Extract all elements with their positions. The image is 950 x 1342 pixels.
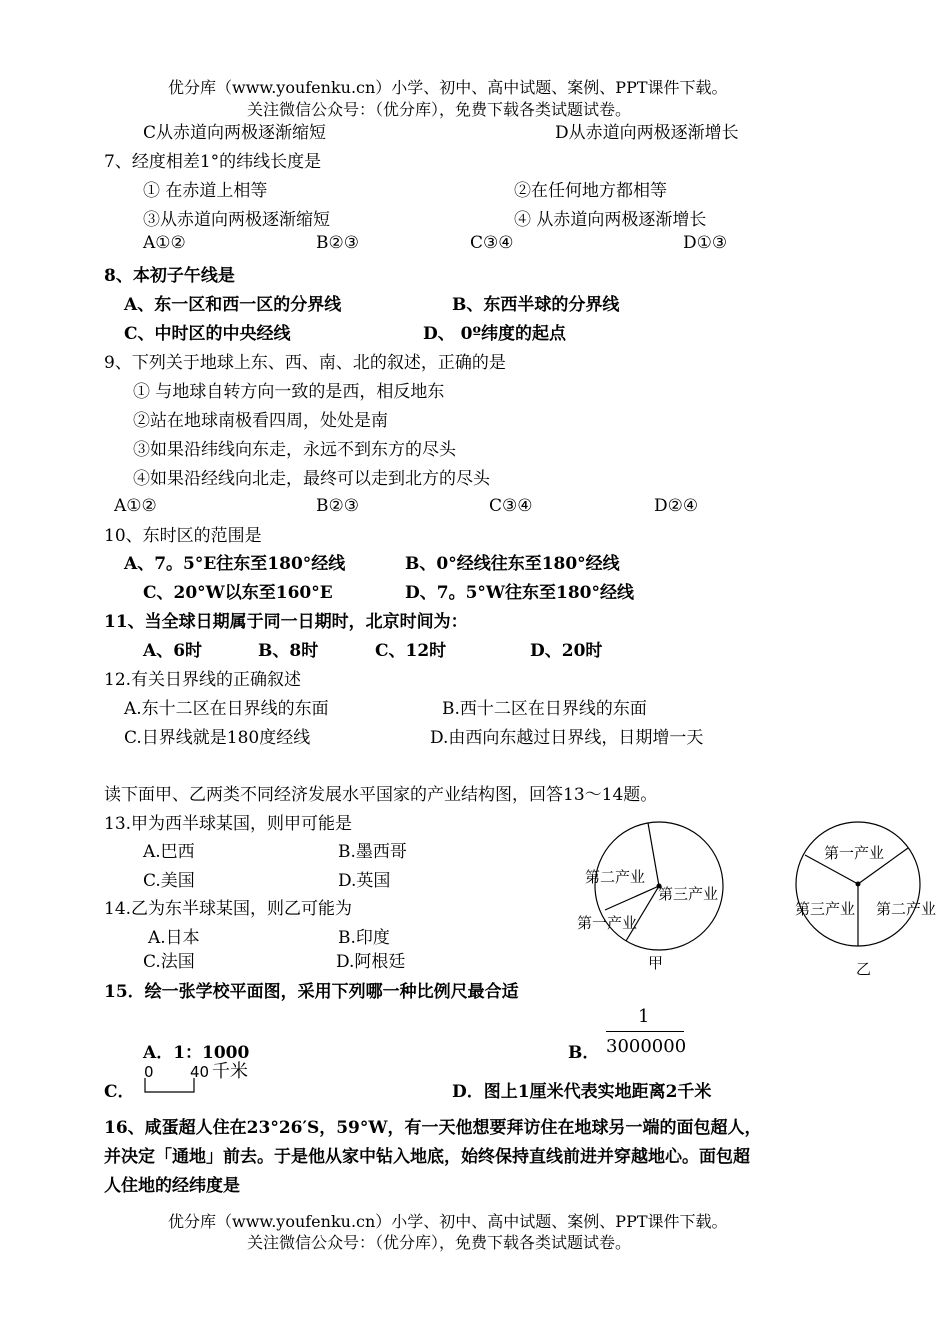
chart-yi-caption: 乙 <box>856 960 872 978</box>
q9-statement-4: ④如果沿经线向北走，最终可以走到北方的尽头 <box>133 469 490 489</box>
chart-yi-label-tertiary: 第三产业 <box>795 900 856 918</box>
q7-statement-3: ③从赤道向两极逐渐缩短 <box>143 210 330 230</box>
intro-13-14: 读下面甲、乙两类不同经济发展水平国家的产业结构图，回答13～14题。 <box>104 785 658 805</box>
q16-line-2: 并决定「通地」前去。于是他从家中钻入地底，始终保持直线前进并穿越地心。面包超 <box>104 1147 750 1167</box>
q15-scale-bar <box>140 1062 365 1102</box>
q15-stem: 15．绘一张学校平面图，采用下列哪一种比例尺最合适 <box>104 982 519 1002</box>
q14-option-b: B.印度 <box>338 928 390 948</box>
chart-jia-caption: 甲 <box>648 954 664 972</box>
q10-option-c: C、20°W以东至160°E <box>143 583 333 603</box>
q9-statement-1: ① 与地球自转方向一致的是西，相反地东 <box>133 382 445 402</box>
q15-option-d: D．图上1厘米代表实地距离2千米 <box>452 1082 712 1102</box>
q15-option-b-denominator: 3000000 <box>606 1036 687 1057</box>
q12-stem: 12.有关日界线的正确叙述 <box>104 670 302 690</box>
q8-option-a: A、东一区和西一区的分界线 <box>124 295 342 315</box>
scale-unit: 千米 <box>212 1061 248 1082</box>
chart-yi-center <box>856 882 861 887</box>
q6-option-d: D从赤道向两极逐渐增长 <box>555 123 739 143</box>
q7-statement-1: ① 在赤道上相等 <box>143 181 268 201</box>
q13-option-a: A.巴西 <box>143 842 195 862</box>
q16-line-1: 16、咸蛋超人住在23°26′S，59°W，有一天他想要拜访住在地球另一端的面包超人， <box>104 1118 762 1138</box>
q6-option-c: C从赤道向两极逐渐缩短 <box>143 123 327 143</box>
q10-stem: 10、东时区的范围是 <box>104 526 262 546</box>
chart-yi <box>790 810 950 985</box>
q15-fraction-bar <box>606 1031 684 1032</box>
scale-line <box>140 1076 210 1096</box>
q12-option-d: D.由西向东越过日界线，日期增一天 <box>430 728 704 748</box>
q9-option-b: B②③ <box>316 496 359 516</box>
chart-yi-label-secondary: 第二产业 <box>876 900 937 918</box>
scale-zero: 0 <box>144 1063 154 1081</box>
q9-option-c: C③④ <box>489 496 533 516</box>
chart-jia-label-secondary: 第二产业 <box>585 868 646 886</box>
scale-forty: 40 <box>190 1063 210 1081</box>
q8-option-b: B、东西半球的分界线 <box>452 295 620 315</box>
q9-stem: 9、下列关于地球上东、西、南、北的叙述，正确的是 <box>104 353 506 373</box>
q14-option-a: A.日本 <box>148 928 200 948</box>
q7-option-d: D①③ <box>683 233 728 253</box>
q12-option-c: C.日界线就是180度经线 <box>124 728 311 748</box>
q7-option-c: C③④ <box>470 233 514 253</box>
q7-option-a: A①② <box>143 233 186 253</box>
q9-option-a: A①② <box>114 496 157 516</box>
q8-option-d: D、 0º纬度的起点 <box>423 324 566 344</box>
q10-option-d: D、7。5°W往东至180°经线 <box>405 583 634 603</box>
q15-option-b-numerator: 1 <box>638 1006 650 1027</box>
chart-jia <box>560 810 740 980</box>
q9-option-d: D②④ <box>654 496 699 516</box>
q8-stem: 8、本初子午线是 <box>104 266 235 286</box>
header-line-2: 关注微信公众号：（优分库），免费下载各类试题试卷。 <box>247 100 632 119</box>
q13-option-b: B.墨西哥 <box>338 842 407 862</box>
chart-jia-divider-1 <box>648 823 659 886</box>
q15-option-c-label: C． <box>104 1082 135 1102</box>
q11-option-c: C、12时 <box>375 641 447 661</box>
footer-line-2: 关注微信公众号：（优分库），免费下载各类试题试卷。 <box>247 1233 632 1252</box>
chart-jia-label-primary: 第一产业 <box>577 914 638 932</box>
header-line-1: 优分库（www.youfenku.cn）小学、初中、高中试题、案例、PPT课件下载。 <box>168 78 728 97</box>
q14-option-d: D.阿根廷 <box>336 952 406 972</box>
q11-option-a: A、6时 <box>143 641 203 661</box>
footer-line-1: 优分库（www.youfenku.cn）小学、初中、高中试题、案例、PPT课件下载。 <box>168 1212 728 1231</box>
q7-stem: 7、经度相差1°的纬线长度是 <box>104 152 322 172</box>
q10-option-a: A、7。5°E往东至180°经线 <box>124 554 346 574</box>
q7-statement-2: ②在任何地方都相等 <box>514 181 667 201</box>
q15-option-b-label: B． <box>568 1043 600 1063</box>
q7-statement-4: ④ 从赤道向两极逐渐增长 <box>514 210 707 230</box>
q8-option-c: C、中时区的中央经线 <box>124 324 291 344</box>
q10-option-b: B、0°经线往东至180°经线 <box>405 554 620 574</box>
chart-jia-divider-2 <box>605 886 659 910</box>
q11-stem: 11、当全球日期属于同一日期时，北京时间为： <box>104 612 468 632</box>
q9-statement-3: ③如果沿纬线向东走，永远不到东方的尽头 <box>133 440 456 460</box>
q13-stem: 13.甲为西半球某国，则甲可能是 <box>104 814 353 834</box>
q7-option-b: B②③ <box>316 233 359 253</box>
q12-option-b: B.西十二区在日界线的东面 <box>442 699 647 719</box>
q13-option-c: C.美国 <box>143 871 195 891</box>
chart-jia-label-tertiary: 第三产业 <box>658 885 719 903</box>
q11-option-b: B、8时 <box>258 641 319 661</box>
chart-yi-label-primary: 第一产业 <box>824 844 885 862</box>
q9-statement-2: ②站在地球南极看四周，处处是南 <box>133 411 388 431</box>
q13-option-d: D.英国 <box>338 871 391 891</box>
q12-option-a: A.东十二区在日界线的东面 <box>124 699 329 719</box>
q16-line-3: 人住地的经纬度是 <box>104 1176 240 1196</box>
q14-option-c: C.法国 <box>143 952 195 972</box>
q15-option-a: A．1：1000 <box>143 1043 250 1063</box>
q14-stem: 14.乙为东半球某国，则乙可能为 <box>104 899 353 919</box>
q11-option-d: D、20时 <box>530 641 603 661</box>
